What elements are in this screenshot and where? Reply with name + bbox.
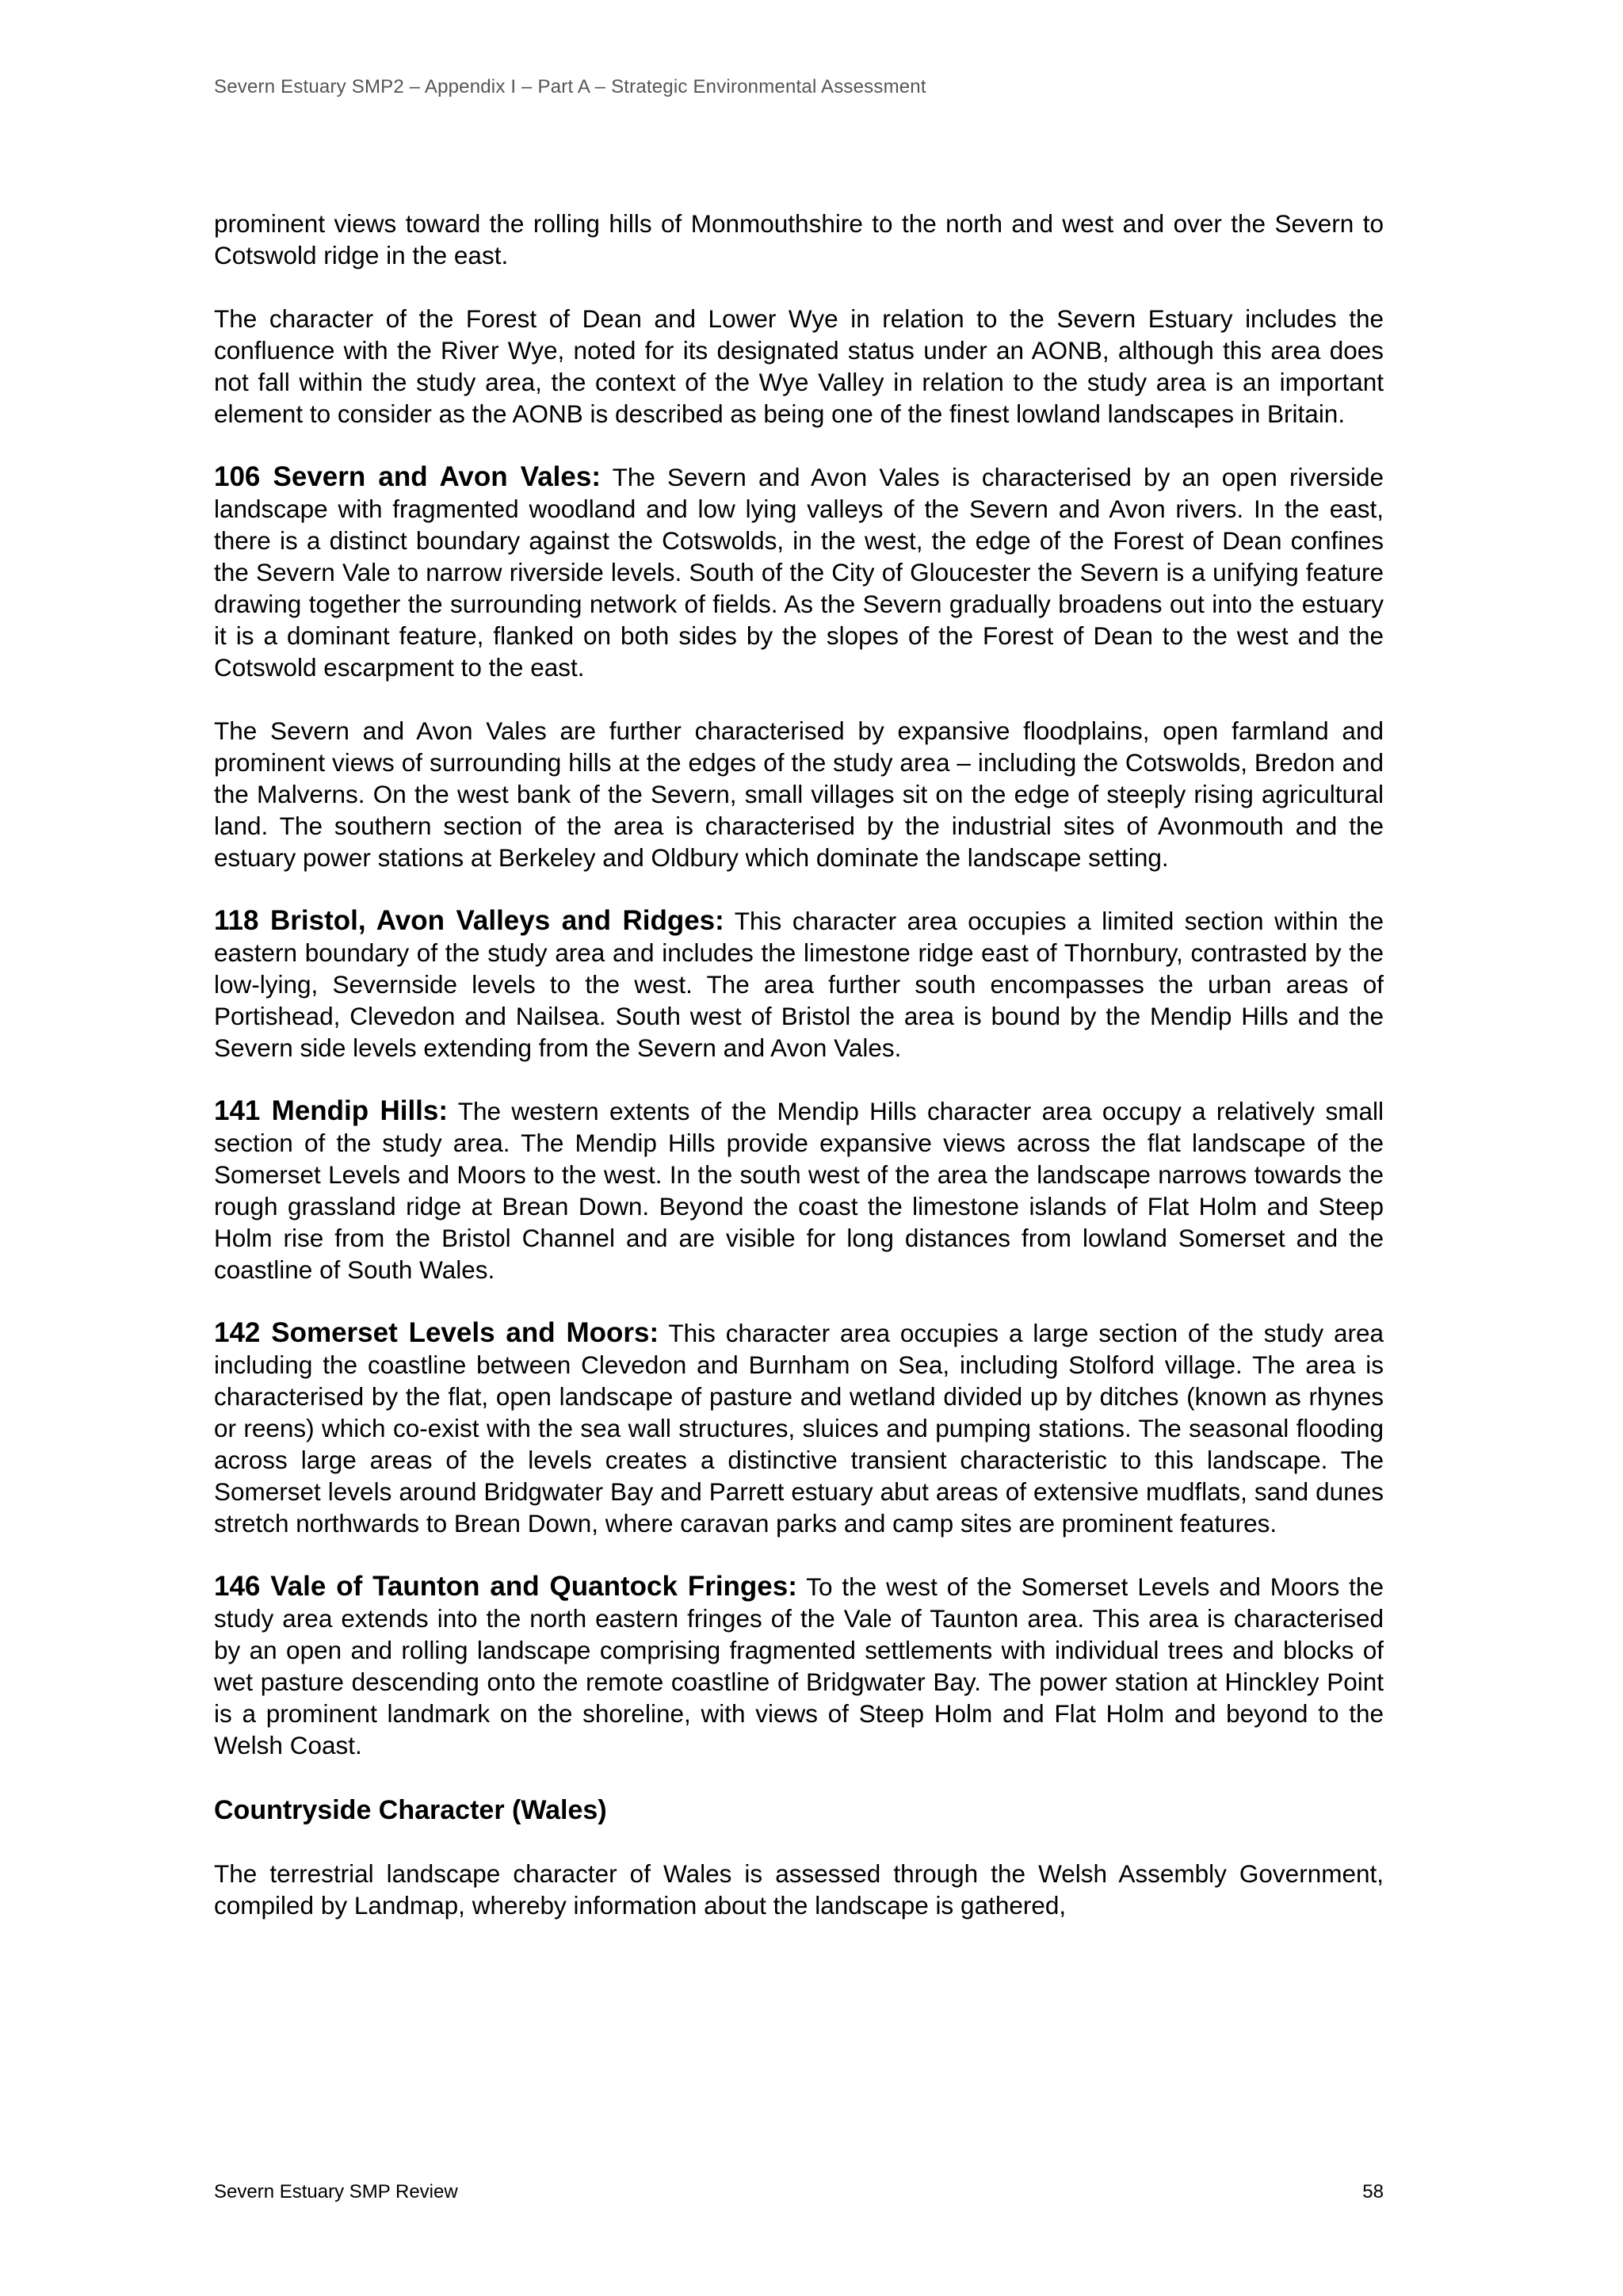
section-141-mendip-hills	[214, 1095, 1384, 1286]
running-header: Severn Estuary SMP2 – Appendix I – Part A – Strategic Environmental Assessment	[214, 76, 926, 97]
section-118-text: This character area occupies a limited section within the eastern boundary of the study area and includes the limestone ridge east of Thornbury, contrasted by the low-lying, Severnside levels to the west. The area further south encompasses the urban areas of Portishead, Clevedon and Nailsea. South west of Bristol the area is bound by the Mendip Hills and the Severn side levels extending from the Severn and Avon Vales.	[214, 907, 1384, 1062]
section-106-title: 106 Severn and Avon Vales:	[214, 461, 601, 492]
section-106-text: The Severn and Avon Vales is characterised by an open riverside landscape with fragmented woodland and low lying valleys of the Severn and Avon rivers. In the east, there is a distinct boundary against the Cotswolds, in the west, the edge of the Forest of Dean confines the Severn Vale to narrow riverside levels. South of the City of Gloucester the Severn is a unifying feature drawing together the surrounding network of fields. As the Severn gradually broadens out into the estuary it is a dominant feature, flanked on both sides by the slopes of the Forest of Dean to the west and the Cotswold escarpment to the east.	[214, 463, 1384, 682]
running-footer	[214, 2181, 1384, 2203]
section-106-severn-avon-vales	[214, 461, 1384, 683]
paragraph-wales-landscape: The terrestrial landscape character of Wales is assessed through the Welsh Assembly Government, compiled by Landmap, whereby information about the landscape is gathered,	[214, 1859, 1384, 1920]
section-142-somerset-levels	[214, 1317, 1384, 1539]
section-142-text: This character area occupies a large section of the study area including the coastline between Clevedon and Burnham on Sea, including Stolford village. The area is characterised by the flat, open landscape of pasture and wetland divided up by ditches (known as rhynes or reens) which co-exist with the sea wall structures, sluices and pumping stations. The seasonal flooding across large areas of the levels creates a distinctive transient characteristic to this landscape. The Somerset levels around Bridgwater Bay and Parrett estuary abut areas of extensive mudflats, sand dunes stretch northwards to Brean Down, where caravan parks and camp sites are prominent features.	[214, 1319, 1384, 1538]
section-146-vale-of-taunton	[214, 1571, 1384, 1761]
paragraph-forest-of-dean: The character of the Forest of Dean and Lower Wye in relation to the Severn Estuary includes the confluence with the River Wye, noted for its designated status under an AONB, although this area does not fall within the study area, the context of the Wye Valley in relation to the study area is an important element to consider as the AONB is described as being one of the finest lowland landscapes in Britain.	[214, 304, 1384, 428]
page-number: 58	[1362, 2181, 1384, 2202]
section-146-text: To the west of the Somerset Levels and Moors the study area extends into the north eastern fringes of the Vale of Taunton area. This area is characterised by an open and rolling landscape comprising fragmented settlements with individual trees and blocks of wet pasture descending onto the remote coastline of Bridgwater Bay. The power station at Hinckley Point is a prominent landmark on the shoreline, with views of Steep Holm and Flat Holm and beyond to the Welsh Coast.	[214, 1572, 1384, 1759]
section-118-bristol-avon	[214, 905, 1384, 1064]
section-118-title: 118 Bristol, Avon Valleys and Ridges:	[214, 905, 724, 936]
section-141-title: 141 Mendip Hills:	[214, 1095, 449, 1126]
paragraph-severn-avon-vales-further: The Severn and Avon Vales are further characterised by expansive floodplains, open farmland and prominent views of surrounding hills at the edges of the study area – including the Cotswolds, Bredon and the Malverns. On the west bank of the Severn, small villages sit on the edge of steeply rising agricultural land. The southern section of the area is characterised by the industrial sites of Avonmouth and the estuary power stations at Berkeley and Oldbury which dominate the landscape setting.	[214, 716, 1384, 872]
page-body	[214, 208, 1384, 1953]
footer-document-name: Severn Estuary SMP Review	[214, 2181, 458, 2202]
section-141-text: The western extents of the Mendip Hills character area occupy a relatively small section of the study area. The Mendip Hills provide expansive views across the flat landscape of the Somerset Levels and Moors to the west. In the south west of the area the landscape narrows towards the rough grassland ridge at Brean Down. Beyond the coast the limestone islands of Flat Holm and Steep Holm rise from the Bristol Channel and are visible for long distances from lowland Somerset and the coastline of South Wales.	[214, 1097, 1384, 1284]
section-heading-countryside-wales: Countryside Character (Wales)	[214, 1795, 607, 1825]
section-146-title: 146 Vale of Taunton and Quantock Fringes:	[214, 1571, 797, 1602]
paragraph-intro-views: prominent views toward the rolling hills of Monmouthshire to the north and west and over the Severn to Cotswold ridge in the east.	[214, 209, 1384, 269]
section-142-title: 142 Somerset Levels and Moors:	[214, 1317, 659, 1348]
